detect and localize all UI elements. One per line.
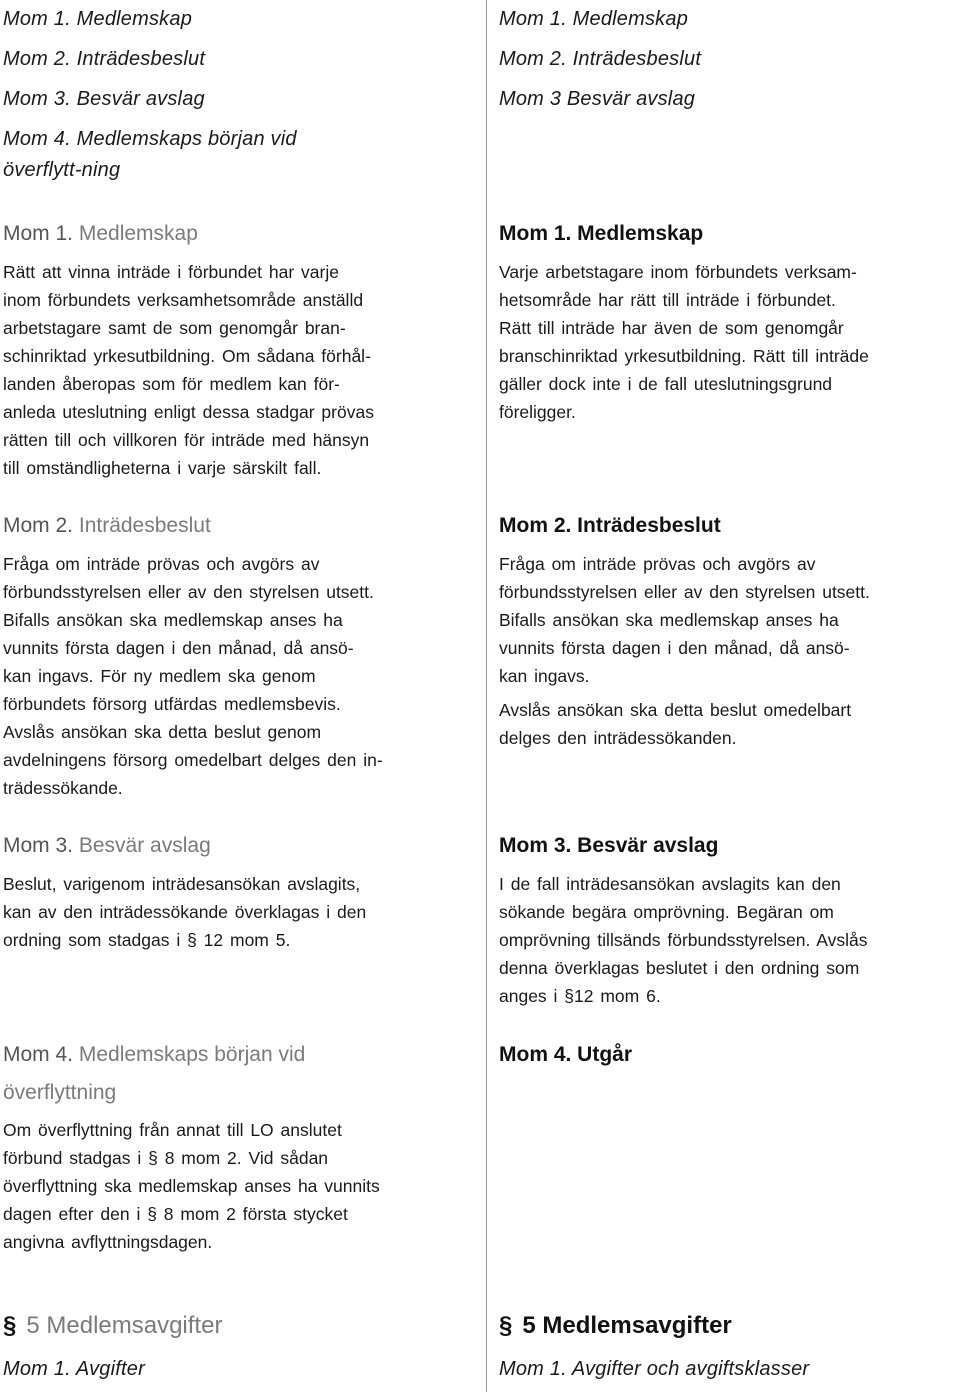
toc-item: Mom 3 Besvär avslag bbox=[499, 88, 696, 110]
toc-item: Mom 4. Medlemskaps början vid överflytt-ning bbox=[3, 128, 297, 181]
heading-title: Medlemskap bbox=[78, 222, 198, 245]
toc-item: Mom 3. Besvär avslag bbox=[3, 88, 205, 110]
text-line: Fråga om inträde prövas och avgörs av bbox=[499, 554, 816, 574]
heading-number: Mom 4. bbox=[3, 1043, 74, 1066]
text-line: avdelningens försorg omedelbart delges den in- bbox=[3, 750, 383, 770]
text-line: kan ingavs. bbox=[499, 666, 590, 686]
toc-item: Mom 1. Medlemskap bbox=[3, 8, 193, 30]
text-line: vunnits första dagen i den månad, då ansö- bbox=[499, 638, 850, 658]
section-body bbox=[3, 550, 473, 802]
chapter-heading bbox=[3, 1312, 222, 1340]
text-line: Bifalls ansökan ska medlemskap anses ha bbox=[3, 610, 343, 630]
text-line: förbundsstyrelsen eller av den styrelsen utsett. bbox=[3, 582, 374, 602]
text-line: denna överklagas beslutet i den ordning som bbox=[499, 958, 860, 978]
subsection-label: Mom 1. Avgifter bbox=[3, 1358, 145, 1380]
text-line: Varje arbetstagare inom förbundets verksam- bbox=[499, 262, 857, 282]
text-line: angivna avflyttningsdagen. bbox=[3, 1232, 213, 1252]
text-line: trädessökande. bbox=[3, 778, 123, 798]
toc-item: Mom 2. Inträdesbeslut bbox=[3, 48, 206, 70]
text-line: arbetstagare samt de som genomgår bran- bbox=[3, 318, 346, 338]
section-heading: Mom 3. Besvär avslag bbox=[499, 834, 719, 857]
text-line: inom förbundets verksamhetsområde anställd bbox=[3, 290, 364, 310]
text-line: Avslås ansökan ska detta beslut genom bbox=[3, 722, 322, 742]
section-body bbox=[499, 550, 957, 752]
text-line: Om överflyttning från annat till LO anslutet bbox=[3, 1120, 342, 1140]
heading-title: Medlemskaps början vid överflyttning bbox=[3, 1043, 306, 1104]
text-line: kan ingavs. För ny medlem ska genom bbox=[3, 666, 316, 686]
chapter-title: 5 Medlemsavgifter bbox=[522, 1312, 732, 1339]
section-heading bbox=[3, 1036, 363, 1112]
text-line: anleda uteslutning enligt dessa stadgar prövas bbox=[3, 402, 374, 422]
text-line: överflyttning ska medlemskap anses ha vunnits bbox=[3, 1176, 380, 1196]
heading-number: Mom 1. bbox=[3, 222, 74, 245]
section-body bbox=[3, 258, 473, 482]
section-body bbox=[3, 1116, 473, 1256]
text-line: landen åberopas som för medlem kan för- bbox=[3, 374, 340, 394]
text-line: förbund stadgas i § 8 mom 2. Vid sådan bbox=[3, 1148, 329, 1168]
heading-title: Besvär avslag bbox=[78, 834, 211, 857]
text-line: Beslut, varigenom inträdesansökan avslagits, bbox=[3, 874, 361, 894]
text-line: rätten till och villkoren för inträde med hänsyn bbox=[3, 430, 370, 450]
section-body bbox=[499, 870, 957, 1010]
column-divider bbox=[486, 0, 487, 1392]
text-line: förbundsstyrelsen eller av den styrelsen utsett. bbox=[499, 582, 870, 602]
text-line: ordning som stadgas i § 12 mom 5. bbox=[3, 930, 291, 950]
text-line: kan av den inträdessökande överklagas i den bbox=[3, 902, 367, 922]
heading-number: Mom 3. bbox=[3, 834, 74, 857]
text-line: I de fall inträdesansökan avslagits kan den bbox=[499, 874, 841, 894]
toc-item: Mom 2. Inträdesbeslut bbox=[499, 48, 702, 70]
text-line: schinriktad yrkesutbildning. Om sådana förhål- bbox=[3, 346, 371, 366]
text-line: Rätt till inträde har även de som genomgår bbox=[499, 318, 844, 338]
section-heading bbox=[3, 834, 211, 858]
heading-title: Inträdesbeslut bbox=[78, 514, 211, 537]
section-heading bbox=[3, 222, 198, 246]
text-line: Fråga om inträde prövas och avgörs av bbox=[3, 554, 320, 574]
chapter-title: 5 Medlemsavgifter bbox=[26, 1312, 223, 1339]
toc-item: Mom 1. Medlemskap bbox=[499, 8, 689, 30]
section-body bbox=[3, 870, 473, 954]
text-line: Avslås ansökan ska detta beslut omedelbart bbox=[499, 700, 852, 720]
text-line: dagen efter den i § 8 mom 2 första stycket bbox=[3, 1204, 348, 1224]
section-heading bbox=[3, 514, 211, 538]
subsection-label: Mom 1. Avgifter och avgiftsklasser bbox=[499, 1358, 810, 1380]
text-line: branschinriktad yrkesutbildning. Rätt till inträde bbox=[499, 346, 869, 366]
text-line: Rätt att vinna inträde i förbundet har varje bbox=[3, 262, 339, 282]
text-line: vunnits första dagen i den månad, då ansö- bbox=[3, 638, 354, 658]
text-line: gäller dock inte i de fall uteslutningsgrund bbox=[499, 374, 833, 394]
text-line: förbundets försorg utfärdas medlemsbevis. bbox=[3, 694, 341, 714]
section-heading: Mom 1. Medlemskap bbox=[499, 222, 704, 245]
text-line: Bifalls ansökan ska medlemskap anses ha bbox=[499, 610, 839, 630]
section-body bbox=[499, 258, 957, 426]
text-line: hetsområde har rätt till inträde i förbundet. bbox=[499, 290, 836, 310]
section-symbol: § bbox=[499, 1312, 513, 1339]
text-line: omprövning tillsänds förbundsstyrelsen. Avslås bbox=[499, 930, 868, 950]
heading-number: Mom 2. bbox=[3, 514, 74, 537]
section-heading: Mom 2. Inträdesbeslut bbox=[499, 514, 721, 537]
text-line: anges i §12 mom 6. bbox=[499, 986, 661, 1006]
section-symbol: § bbox=[3, 1312, 17, 1339]
text-line: delges den inträdessökanden. bbox=[499, 728, 737, 748]
text-line: till omständligheterna i varje särskilt fall. bbox=[3, 458, 322, 478]
section-heading: Mom 4. Utgår bbox=[499, 1043, 633, 1066]
chapter-heading bbox=[499, 1312, 732, 1340]
text-line: sökande begära omprövning. Begäran om bbox=[499, 902, 834, 922]
text-line: föreligger. bbox=[499, 402, 576, 422]
